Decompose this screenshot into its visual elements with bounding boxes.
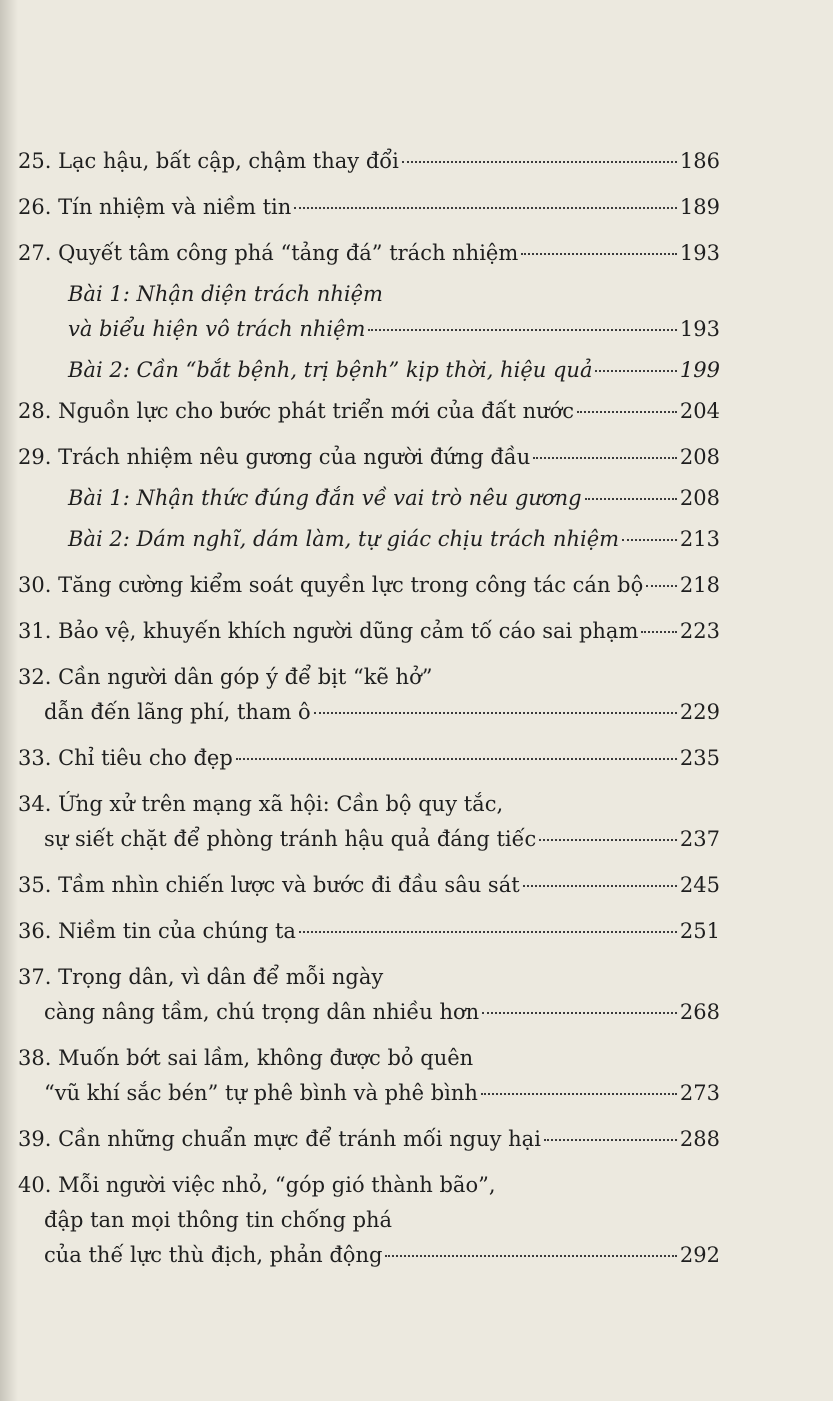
toc-number: 26. xyxy=(18,195,52,219)
toc-title xyxy=(18,394,574,429)
dot-leader xyxy=(299,931,677,933)
toc-text: Trách nhiệm nêu gương của người đứng đầu xyxy=(58,445,531,469)
toc-number: 34. xyxy=(18,792,52,816)
toc-text: Nguồn lực cho bước phát triển mới của đất nước xyxy=(58,399,575,423)
toc-title xyxy=(18,190,291,225)
toc-number: 37. xyxy=(18,965,52,989)
dot-leader xyxy=(646,585,677,587)
toc-page-number: 208 xyxy=(679,486,720,510)
dot-leader xyxy=(577,411,677,413)
dot-leader xyxy=(641,631,677,633)
toc-text: Trọng dân, vì dân để mỗi ngày xyxy=(58,965,384,989)
toc-number: 25. xyxy=(18,149,52,173)
toc-title xyxy=(18,614,638,649)
toc-text: và biểu hiện vô trách nhiệm xyxy=(68,317,366,341)
dot-leader xyxy=(595,370,676,372)
dot-leader xyxy=(481,1093,677,1095)
toc-text: Quyết tâm công phá “tảng đá” trách nhiệm xyxy=(58,241,519,265)
toc-text: Bài 2: Dám nghĩ, dám làm, tự giác chịu trách nhiệm xyxy=(68,527,620,551)
toc-title xyxy=(68,481,582,516)
toc-text: Cần người dân góp ý để bịt “kẽ hở” xyxy=(58,665,433,689)
toc-title-continuation xyxy=(18,695,311,730)
toc-text: Bài 2: Cần “bắt bệnh, trị bệnh” kịp thời, hiệu quả xyxy=(68,358,593,382)
toc-text: đập tan mọi thông tin chống phá xyxy=(44,1208,393,1232)
toc-page-number: 204 xyxy=(679,399,720,423)
toc-entry[interactable] xyxy=(18,1041,720,1111)
toc-entry[interactable] xyxy=(18,1122,720,1157)
toc-text: Chỉ tiêu cho đẹp xyxy=(58,746,233,770)
toc-page-number: 235 xyxy=(679,746,720,770)
page-binding-shadow xyxy=(0,0,18,1401)
dot-leader xyxy=(585,498,677,500)
toc-text: Muốn bớt sai lầm, không được bỏ quên xyxy=(58,1046,474,1070)
toc-page-number: 229 xyxy=(679,700,720,724)
dot-leader xyxy=(523,885,677,887)
toc-entry[interactable] xyxy=(18,144,720,179)
toc-title xyxy=(68,353,592,388)
toc-number: 35. xyxy=(18,873,52,897)
toc-title xyxy=(18,660,432,695)
toc-text: Bài 1: Nhận diện trách nhiệm xyxy=(68,282,383,306)
toc-title xyxy=(18,741,233,776)
toc-number: 33. xyxy=(18,746,52,770)
toc-title xyxy=(18,236,518,271)
dot-leader xyxy=(521,253,677,255)
toc-title-continuation xyxy=(18,1203,392,1238)
toc-entry[interactable] xyxy=(18,741,720,776)
toc-subentry[interactable] xyxy=(18,277,720,347)
dot-leader xyxy=(622,539,677,541)
dot-leader xyxy=(539,839,677,841)
toc-entry[interactable] xyxy=(18,660,720,730)
toc-text: Bảo vệ, khuyến khích người dũng cảm tố cáo sai phạm xyxy=(58,619,639,643)
toc-title xyxy=(18,914,296,949)
toc-title xyxy=(18,787,503,822)
dot-leader xyxy=(544,1139,677,1141)
toc-page-number: 199 xyxy=(679,358,720,382)
dot-leader xyxy=(294,207,677,209)
toc-title xyxy=(18,1122,541,1157)
toc-number: 28. xyxy=(18,399,52,423)
toc-entry[interactable] xyxy=(18,568,720,603)
toc-title xyxy=(18,1041,473,1076)
toc-text: Ứng xử trên mạng xã hội: Cần bộ quy tắc, xyxy=(58,792,504,816)
toc-text: Niềm tin của chúng ta xyxy=(58,919,296,943)
toc-text: Bài 1: Nhận thức đúng đắn về vai trò nêu gương xyxy=(68,486,582,510)
toc-number: 32. xyxy=(18,665,52,689)
toc-entry[interactable] xyxy=(18,960,720,1030)
toc-entry[interactable] xyxy=(18,394,720,429)
toc-title xyxy=(18,440,530,475)
toc-text: Tăng cường kiểm soát quyền lực trong công tác cán bộ xyxy=(58,573,644,597)
dot-leader xyxy=(368,329,676,331)
toc-page-number: 186 xyxy=(679,149,720,173)
toc-page-number: 292 xyxy=(679,1243,720,1267)
toc-page-number: 193 xyxy=(679,317,720,341)
toc-entry[interactable] xyxy=(18,440,720,475)
toc-title-continuation xyxy=(18,1076,478,1111)
toc-entry[interactable] xyxy=(18,914,720,949)
toc-page-number: 237 xyxy=(679,827,720,851)
toc-page-number: 223 xyxy=(679,619,720,643)
toc-entry[interactable] xyxy=(18,190,720,225)
toc-entry[interactable] xyxy=(18,868,720,903)
toc-text: Mỗi người việc nhỏ, “góp gió thành bão”, xyxy=(58,1173,496,1197)
toc-subentry[interactable] xyxy=(18,481,720,516)
toc-number: 30. xyxy=(18,573,52,597)
toc-number: 31. xyxy=(18,619,52,643)
toc-subentry[interactable] xyxy=(18,522,720,557)
toc-text: Lạc hậu, bất cập, chậm thay đổi xyxy=(58,149,399,173)
toc-entry[interactable] xyxy=(18,236,720,271)
toc-page-number: 273 xyxy=(679,1081,720,1105)
toc-number: 39. xyxy=(18,1127,52,1151)
toc-text: sự siết chặt để phòng tránh hậu quả đáng tiếc xyxy=(44,827,537,851)
toc-number: 36. xyxy=(18,919,52,943)
toc-page-number: 213 xyxy=(679,527,720,551)
toc-number: 38. xyxy=(18,1046,52,1070)
toc-title xyxy=(18,144,399,179)
toc-page-number: 218 xyxy=(679,573,720,597)
toc-entry[interactable] xyxy=(18,1168,720,1273)
dot-leader xyxy=(482,1012,677,1014)
dot-leader xyxy=(236,758,677,760)
toc-text: của thế lực thù địch, phản động xyxy=(44,1243,383,1267)
dot-leader xyxy=(533,457,677,459)
toc-title xyxy=(18,868,520,903)
toc-title xyxy=(68,277,383,312)
toc-page-number: 268 xyxy=(679,1000,720,1024)
dot-leader xyxy=(402,161,677,163)
toc-subentry[interactable] xyxy=(18,353,720,388)
dot-leader xyxy=(385,1255,676,1257)
toc-page-number: 288 xyxy=(679,1127,720,1151)
toc-text: Tầm nhìn chiến lược và bước đi đầu sâu sát xyxy=(58,873,520,897)
toc-title-continuation xyxy=(18,1238,382,1273)
toc-title xyxy=(68,522,619,557)
toc-entry[interactable] xyxy=(18,614,720,649)
toc-text: càng nâng tầm, chú trọng dân nhiều hơn xyxy=(44,1000,480,1024)
toc-number: 27. xyxy=(18,241,52,265)
toc-page-number: 245 xyxy=(679,873,720,897)
toc-title xyxy=(18,1168,496,1203)
toc-title xyxy=(18,960,383,995)
toc-title-continuation xyxy=(68,312,365,347)
toc-title-continuation xyxy=(18,822,536,857)
toc-entry[interactable] xyxy=(18,787,720,857)
toc-text: “vũ khí sắc bén” tự phê bình và phê bình xyxy=(44,1081,478,1105)
dot-leader xyxy=(314,712,677,714)
toc-title-continuation xyxy=(18,995,479,1030)
toc-page-number: 208 xyxy=(679,445,720,469)
table-of-contents xyxy=(18,144,720,1273)
toc-text: Tín nhiệm và niềm tin xyxy=(58,195,292,219)
toc-number: 40. xyxy=(18,1173,52,1197)
toc-page-number: 251 xyxy=(679,919,720,943)
toc-text: Cần những chuẩn mực để tránh mối nguy hại xyxy=(58,1127,541,1151)
toc-page-number: 189 xyxy=(679,195,720,219)
toc-title xyxy=(18,568,643,603)
toc-text: dẫn đến lãng phí, tham ô xyxy=(44,700,311,724)
toc-number: 29. xyxy=(18,445,52,469)
toc-page-number: 193 xyxy=(679,241,720,265)
